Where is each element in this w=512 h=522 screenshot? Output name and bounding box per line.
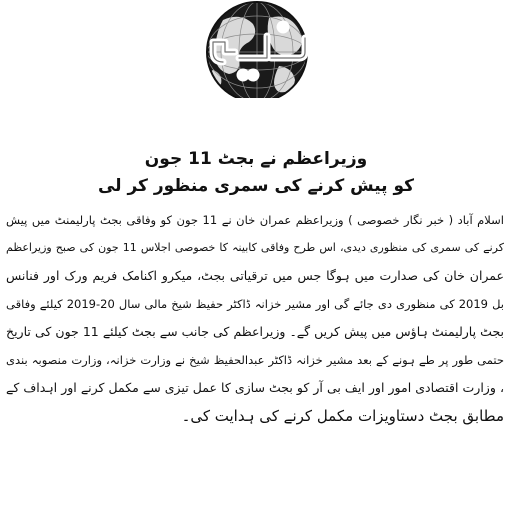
globe-icon [183,0,331,110]
headline-line-2: کو پیش کرنے کی سمری منظور کر لی [97,176,414,196]
article-line: بل 2019 کی منظوری دی جائے گی اور مشیر خزانہ ڈاکٹر حفیظ شیخ مالی سال 20-2019 کیلئے وفاقی [6,297,504,311]
article-line: کرنے کی سمری کی منظوری دیدی، اس طرح وفاقی کابینہ کا خصوصی اجلاس 11 جون کی صبح وزیراعظم [6,241,504,254]
headline-line-1: وزیراعظم نے بجٹ 11 جون [144,149,368,169]
article-line: بجٹ پارلیمنٹ ہاؤس میں پیش کریں گے۔ وزیراعظم کی جانب سے بجٹ کیلئے 11 جون کی تاریخ [6,324,504,339]
article-line: حتمی طور پر طے ہونے کے بعد مشیر خزانہ ڈاکٹر عبدالحفیظ شیخ نے وزارت خزانہ، وزارت منصوبہ بندی [6,353,504,367]
article-line: عمران خان کی صدارت میں ہوگا جس میں ترقیاتی بجٹ، میکرو اکنامک فریم ورک اور فنانس [6,268,504,283]
article-line: مطابق بجٹ دستاویزات مکمل کرنے کی ہدایت کی۔ [181,407,504,425]
newspaper-logo [183,0,331,110]
article-line: ، وزارت اقتصادی امور اور ایف بی آر کو بجٹ سازی کا عمل تیزی سے مکمل کرنے اور اہداف کے [6,380,504,395]
article-line: اسلام آباد ( خبر نگار خصوصی ) وزیراعظم عمران خان نے 11 جون کو وفاقی بجٹ پارلیمنٹ میں پیش [6,213,504,227]
